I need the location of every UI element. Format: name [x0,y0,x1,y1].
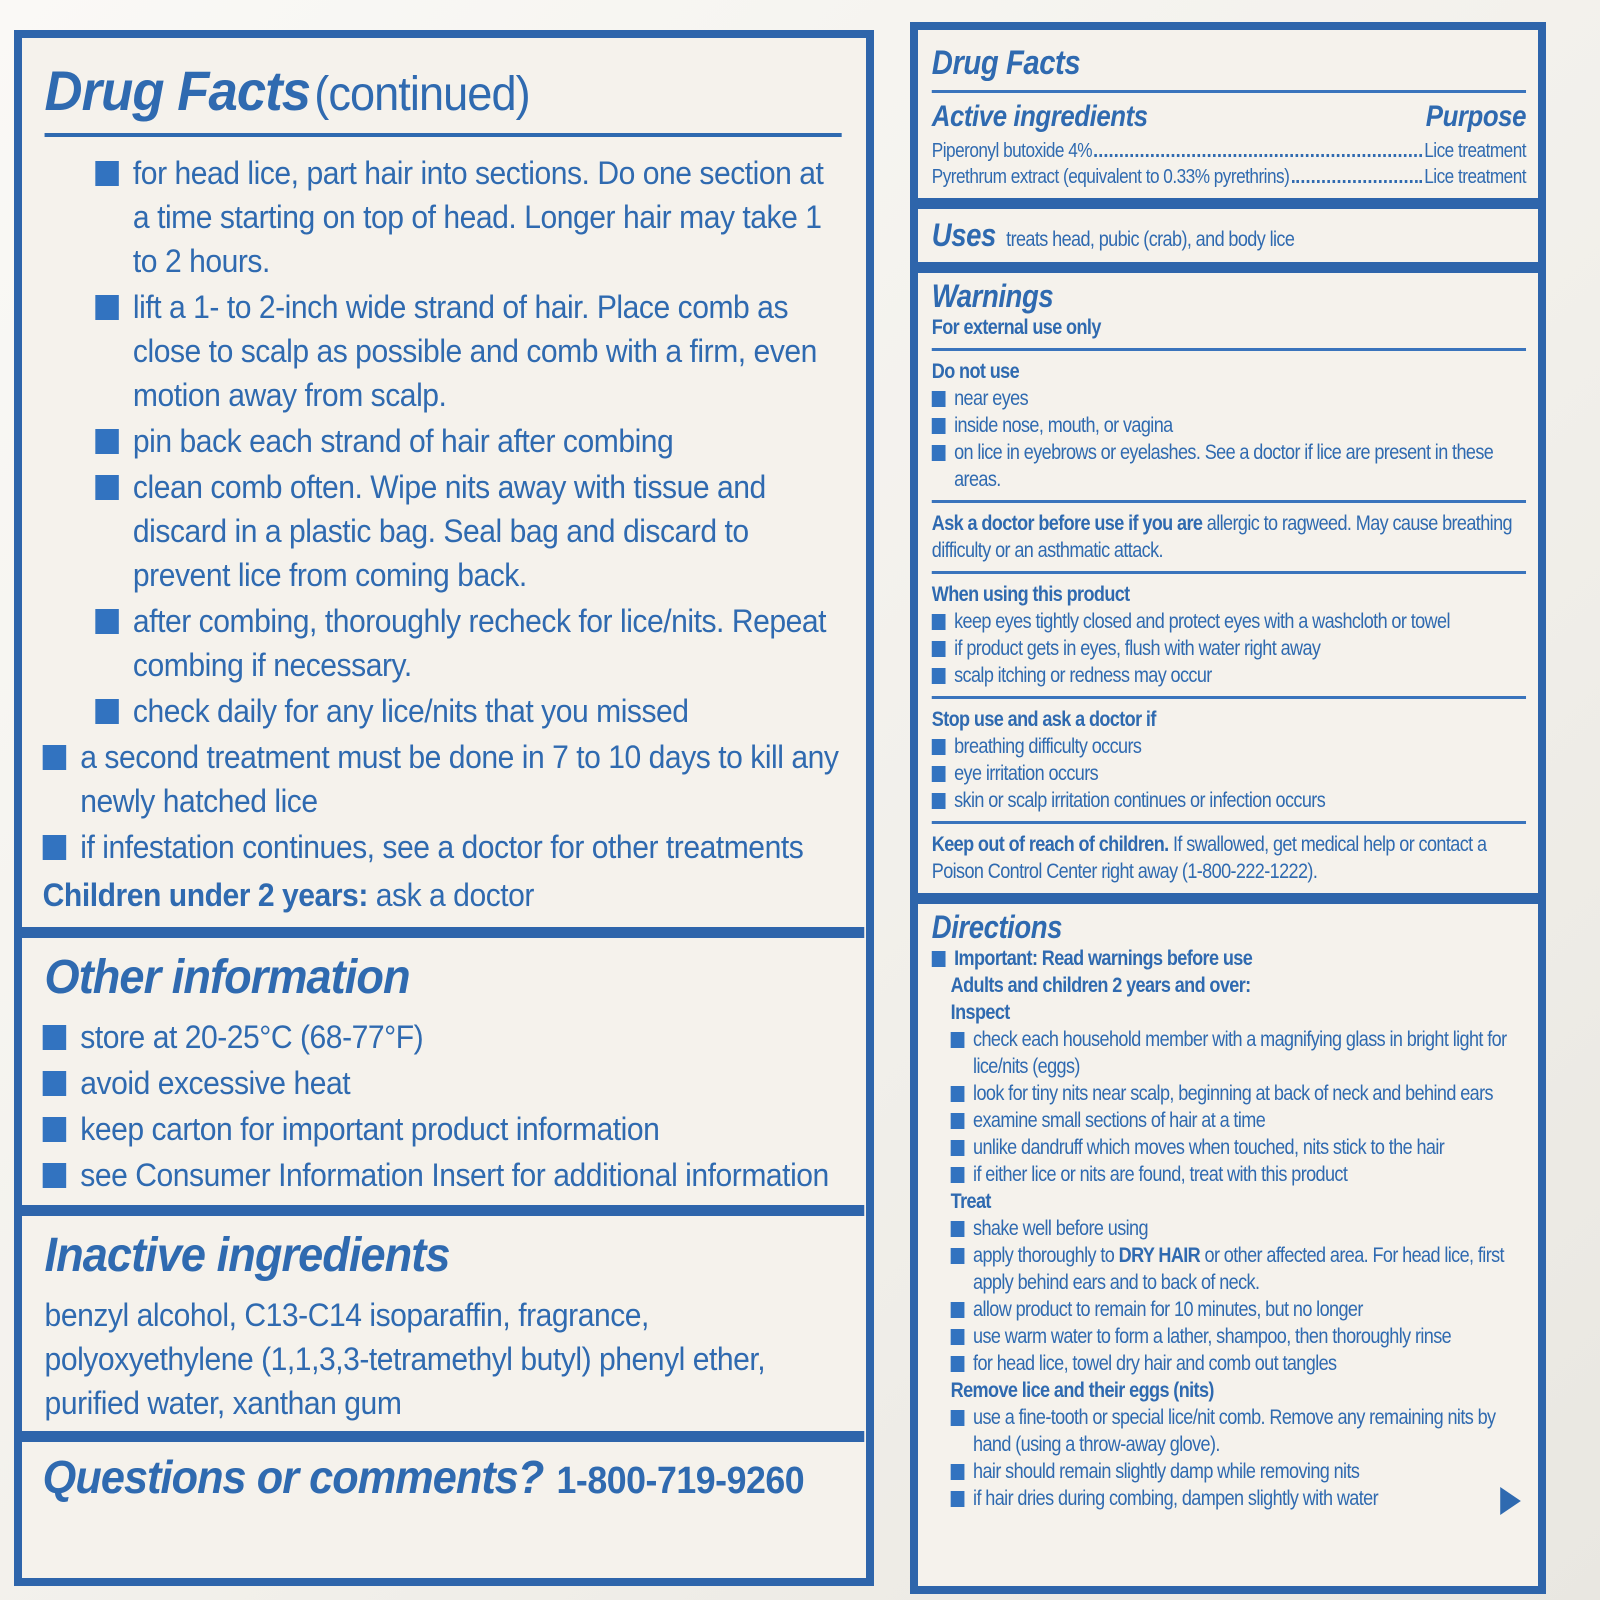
continued-section [22,38,864,927]
list-item-text: see Consumer Information Insert for additional information [80,1157,829,1193]
list-item-text: near eyes [954,387,1029,410]
active-ingredients-header-row [932,100,1526,134]
square-bullet-icon [932,951,946,967]
ingredient-row [932,164,1526,190]
list-item-text: for head lice, towel dry hair and comb out tangles [973,1352,1337,1375]
list-item-text: inside nose, mouth, or vagina [954,414,1173,437]
list-item-text: avoid excessive heat [80,1065,351,1101]
other-information-heading: Other information [44,951,410,1004]
square-bullet-icon [95,609,119,634]
left-panel-content [22,38,864,1514]
list-item-text: pin back each strand of hair after combing [132,423,674,459]
section-separator [22,1205,864,1216]
list-item [95,465,843,597]
list-item [95,151,843,283]
drug-facts-title: Drug Facts [44,59,311,122]
title-divider [45,133,842,137]
square-bullet-icon [932,766,946,782]
right-panel-content [918,30,1540,1523]
title-divider [932,90,1526,93]
square-bullet-icon [951,1248,965,1264]
keep-out-of-reach-note [932,831,1526,885]
uses-heading: Uses [931,217,996,253]
active-ingredients-section [918,30,1540,198]
list-item-text: scalp itching or redness may occur [954,664,1212,687]
ask-doctor-rest: allergic to ragweed. May cause breathing difficulty or an asthmatic attack. [931,512,1512,562]
do-not-use-label: Do not use [931,360,1020,383]
square-bullet-icon [932,641,946,657]
divider [932,348,1526,351]
important-text: Important: Read warnings before use [954,947,1253,970]
square-bullet-icon [951,1464,965,1480]
list-item-text: use a fine-tooth or special lice/nit comb. Remove any remaining nits by hand (using a throw-away glove). [973,1406,1496,1456]
square-bullet-icon [951,1302,965,1318]
list-item-text: check each household member with a magnifying glass in bright light for lice/nits (eggs) [973,1028,1507,1078]
list-item-text: store at 20-25°C (68-77°F) [80,1019,424,1055]
list-item [932,733,1526,760]
phone-number: 1-800-719-9260 [556,1460,805,1502]
square-bullet-icon [951,1167,965,1183]
list-item [932,760,1526,787]
square-bullet-icon [95,475,119,500]
list-item-text: clean comb often. Wipe nits away with tissue and discard in a plastic bag. Seal bag and discard to prevent lice from coming back. [132,469,766,593]
list-item [43,735,844,823]
list-item [43,1153,844,1197]
list-item-text: on lice in eyebrows or eyelashes. See a doctor if lice are present in these areas. [954,441,1494,491]
ingredient-purpose: Lice treatment [1424,166,1527,188]
square-bullet-icon [951,1221,965,1237]
list-item-text: eye irritation occurs [954,762,1099,785]
inactive-ingredients-text: benzyl alcohol, C13-C14 isoparaffin, fragrance, polyoxyethylene (1,1,3,3-tetramethyl butyl) phenyl ether, purified water, xanthan gum [44,1297,766,1421]
list-item [43,825,844,869]
list-item [932,787,1526,814]
list-item [951,1323,1526,1350]
remove-lice-label: Remove lice and their eggs (nits) [950,1379,1214,1402]
important-note [932,945,1526,972]
list-item [95,285,843,417]
uses-row [932,217,1526,254]
list-item [951,1458,1526,1485]
children-under-2-note [43,873,844,917]
square-bullet-icon [932,739,946,755]
section-separator [918,262,1540,273]
drug-facts-title: Drug Facts [931,44,1081,82]
square-bullet-icon [43,1071,67,1096]
adults-children-label: Adults and children 2 years and over: [950,974,1251,997]
square-bullet-icon [95,429,119,454]
list-item [95,599,843,687]
list-item-text: examine small sections of hair at a time [973,1109,1266,1132]
apply-post: or other affected area. For head lice, first apply behind ears and to back of neck. [973,1244,1504,1294]
divider [932,696,1526,699]
square-bullet-icon [95,295,119,320]
square-bullet-icon [932,391,946,407]
drug-facts-panel [910,22,1546,1594]
section-separator [918,893,1540,904]
children-under-2-rest: ask a doctor [367,877,534,913]
list-item [95,419,843,463]
section-separator [22,927,864,938]
square-bullet-icon [932,418,946,434]
list-item-text: breathing difficulty occurs [954,735,1142,758]
keep-out-lead: Keep out of reach of children. [931,833,1169,856]
list-item [932,412,1526,439]
list-item-text: allow product to remain for 10 minutes, but no longer [973,1298,1363,1321]
list-item-text: shake well before using [973,1217,1148,1240]
list-item-text: check daily for any lice/nits that you missed [132,693,689,729]
list-item [932,608,1526,635]
external-use-note: For external use only [931,316,1101,339]
directions-heading: Directions [931,909,1063,945]
ingredient-name: Pyrethrum extract (equivalent to 0.33% pyrethrins) [931,166,1290,188]
other-information-list [43,1015,844,1197]
continued-note: (continued) [314,68,530,121]
list-item-text: if infestation continues, see a doctor for other treatments [80,829,804,865]
warnings-section [918,273,1540,893]
inactive-ingredients-section [22,1216,864,1431]
list-item-text: lift a 1- to 2-inch wide strand of hair. Place comb as close to scalp as possible and comb with a firm, even motion away from scalp. [132,289,817,413]
inspect-label: Inspect [950,1001,1010,1024]
page-title [45,58,844,123]
questions-heading: Questions or comments? [42,1451,544,1503]
list-item-text: if hair dries during combing, dampen slightly with water [973,1487,1378,1510]
square-bullet-icon [951,1086,965,1102]
when-using-label: When using this product [931,583,1130,606]
square-bullet-icon [951,1140,965,1156]
square-bullet-icon [951,1113,965,1129]
list-item [951,1296,1526,1323]
divider [932,571,1526,574]
uses-text: treats head, pubic (crab), and body lice [1006,228,1295,251]
square-bullet-icon [43,835,67,860]
square-bullet-icon [951,1356,965,1372]
square-bullet-icon [95,699,119,724]
questions-section [22,1442,864,1514]
list-item [951,1485,1526,1515]
list-item [951,1134,1526,1161]
uses-section [918,209,1540,262]
active-ingredients-heading: Active ingredients [931,100,1148,133]
list-item [951,1026,1526,1080]
square-bullet-icon [43,1025,67,1050]
list-item [951,1080,1526,1107]
drug-facts-continued-panel [14,30,874,1586]
square-bullet-icon [95,161,119,186]
square-bullet-icon [951,1032,965,1048]
divider [932,821,1526,824]
square-bullet-icon [951,1329,965,1345]
list-item-text: use warm water to form a lather, shampoo, then thoroughly rinse [973,1325,1452,1348]
list-item [932,662,1526,689]
list-item-text: a second treatment must be done in 7 to 10 days to kill any newly hatched lice [80,739,839,819]
ask-doctor-lead: Ask a doctor before use if you are [931,512,1203,535]
square-bullet-icon [951,1410,965,1426]
list-item [951,1107,1526,1134]
list-item [43,1061,844,1105]
dotted-leader [1292,180,1422,183]
children-under-2-lead: Children under 2 years: [42,877,368,913]
continued-arrow-icon [1500,1487,1521,1515]
apply-pre: apply thoroughly to [973,1244,1119,1267]
ask-doctor-note [932,510,1526,564]
square-bullet-icon [43,1163,67,1188]
square-bullet-icon [43,1117,67,1142]
section-separator [918,198,1540,209]
divider [932,500,1526,503]
list-item [43,1015,844,1059]
list-item-text: skin or scalp irritation continues or infection occurs [954,789,1326,812]
list-item [932,635,1526,662]
list-item-text [973,1242,1526,1296]
list-item [951,1404,1526,1458]
list-item-text: keep eyes tightly closed and protect eyes with a washcloth or towel [954,610,1450,633]
ingredient-name: Piperonyl butoxide 4% [931,140,1093,162]
dotted-leader [1095,154,1422,157]
square-bullet-icon [932,793,946,809]
inactive-ingredients-heading: Inactive ingredients [44,1229,450,1282]
keep-out-rest: If swallowed, get medical help or contact a Poison Control Center right away (1-800-222-1222). [931,833,1487,883]
list-item [951,1161,1526,1188]
list-item [932,385,1526,412]
square-bullet-icon [932,668,946,684]
square-bullet-icon [43,745,67,770]
square-bullet-icon [932,445,946,461]
list-item-text: if either lice or nits are found, treat with this product [973,1163,1348,1186]
list-item-text: keep carton for important product information [80,1111,660,1147]
list-item [951,1215,1526,1242]
list-item [43,1107,844,1151]
purpose-heading: Purpose [1425,100,1527,133]
warnings-heading: Warnings [931,278,1054,314]
ingredient-purpose: Lice treatment [1424,140,1527,162]
list-item [95,689,843,733]
ingredient-row [932,138,1526,164]
list-item [932,439,1526,493]
list-item-text: after combing, thoroughly recheck for lice/nits. Repeat combing if necessary. [132,603,827,683]
square-bullet-icon [951,1491,965,1507]
list-item-text: if product gets in eyes, flush with water right away [954,637,1321,660]
list-item-text: unlike dandruff which moves when touched, nits stick to the hair [973,1136,1445,1159]
stop-use-label: Stop use and ask a doctor if [931,708,1156,731]
treat-label: Treat [950,1190,991,1213]
list-item-text: hair should remain slightly damp while removing nits [973,1460,1360,1483]
list-item-text: look for tiny nits near scalp, beginning at back of neck and behind ears [973,1082,1493,1105]
continued-bullet-list [43,151,844,869]
list-item-text: for head lice, part hair into sections. Do one section at a time starting on top of head. Longer hair may take 1 to 2 hours. [132,155,824,279]
list-item [951,1350,1526,1377]
directions-section [918,904,1540,1523]
section-separator [22,1431,864,1442]
square-bullet-icon [932,614,946,630]
other-information-section [22,938,864,1205]
list-item [951,1242,1526,1296]
dry-hair-emphasis: DRY HAIR [1118,1244,1201,1267]
